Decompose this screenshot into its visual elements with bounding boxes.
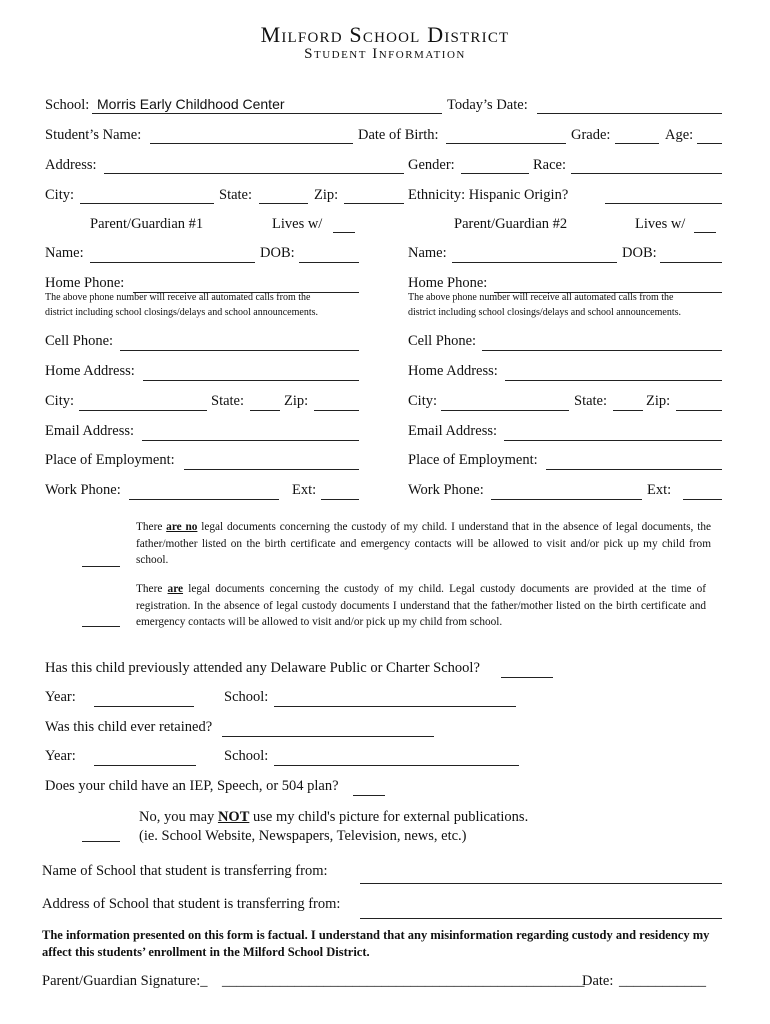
school-value: Morris Early Childhood Center	[97, 96, 285, 112]
g2-state-label: State:	[574, 393, 608, 409]
city-label: City:	[45, 187, 75, 203]
g1-employment-label: Place of Employment:	[45, 452, 175, 468]
retained-question: Was this child ever retained?	[45, 719, 213, 735]
g2-email-field[interactable]	[504, 440, 722, 441]
signature-date-field[interactable]: ____________	[619, 973, 706, 989]
retained-field[interactable]	[222, 736, 434, 737]
g2-state-field[interactable]	[613, 410, 643, 411]
race-label: Race:	[533, 157, 567, 173]
g1-zip-label: Zip:	[284, 393, 309, 409]
guardian1-lives-with-field[interactable]	[333, 232, 355, 233]
g1-city-field[interactable]	[79, 410, 207, 411]
age-field[interactable]	[697, 143, 722, 144]
g1-phone-note-line2: district including school closings/delays and school announcements.	[45, 307, 319, 318]
g2-home-address-field[interactable]	[505, 380, 722, 381]
retained-year-field[interactable]	[94, 765, 196, 766]
student-name-label: Student’s Name:	[45, 127, 142, 143]
g1-email-field[interactable]	[142, 440, 359, 441]
g2-work-phone-field[interactable]	[491, 499, 642, 500]
iep-field[interactable]	[353, 795, 385, 796]
g1-home-phone-label: Home Phone:	[45, 275, 125, 291]
g1-phone-note-line1: The above phone number will receive all automated calls from the	[45, 292, 311, 303]
g1-name-field[interactable]	[90, 262, 255, 263]
custody-option2-emphasis: are	[167, 583, 184, 595]
g2-dob-field[interactable]	[660, 262, 722, 263]
address-field[interactable]	[104, 173, 404, 174]
address-label: Address:	[45, 157, 97, 173]
zip-label: Zip:	[314, 187, 339, 203]
form-subtitle: Student Information	[304, 46, 466, 62]
iep-question: Does your child have an IEP, Speech, or 504 plan?	[45, 778, 339, 794]
attended-question: Has this child previously attended any Delaware Public or Charter School?	[45, 660, 480, 676]
custody-option1-checkline[interactable]	[82, 566, 120, 567]
attended-school-field[interactable]	[274, 706, 516, 707]
g1-state-field[interactable]	[250, 410, 280, 411]
retained-school-label: School:	[224, 748, 269, 764]
g2-employment-label: Place of Employment:	[408, 452, 538, 468]
photo-not-emphasis: NOT	[217, 809, 250, 825]
g1-dob-field[interactable]	[299, 262, 359, 263]
g2-ext-label: Ext:	[647, 482, 672, 498]
signature-label: Parent/Guardian Signature:_	[42, 973, 208, 989]
g2-name-field[interactable]	[452, 262, 617, 263]
signature-date-label: Date:	[582, 973, 614, 989]
attended-field[interactable]	[501, 677, 553, 678]
city-field[interactable]	[80, 203, 214, 204]
transfer-address-field[interactable]	[360, 918, 722, 919]
photo-optout-checkline[interactable]	[82, 841, 120, 842]
form-title: Milford School District	[260, 22, 510, 47]
g2-phone-note-line1: The above phone number will receive all automated calls from the	[408, 292, 674, 303]
g2-home-phone-label: Home Phone:	[408, 275, 488, 291]
g2-employment-field[interactable]	[546, 469, 722, 470]
attended-year-label: Year:	[45, 689, 76, 705]
guardian1-lives-with-label: Lives w/	[272, 216, 323, 232]
attended-year-field[interactable]	[94, 706, 194, 707]
retained-school-field[interactable]	[274, 765, 519, 766]
gender-label: Gender:	[408, 157, 455, 173]
custody-option1-text: There are no legal documents concerning the custody of my child. I understand that in the absence of legal documents, the father/mother listed on the birth certificate and emergency contacts will be allowed to visit and/or pick up my child from school.	[136, 521, 711, 566]
todays-date-field[interactable]	[537, 113, 722, 114]
photo-optout-line1: No, you may NOT use my child's picture for external publications.	[139, 809, 529, 825]
g1-ext-field[interactable]	[321, 499, 359, 500]
school-field[interactable]	[92, 113, 442, 114]
g1-work-phone-label: Work Phone:	[45, 482, 121, 498]
g2-city-label: City:	[408, 393, 438, 409]
school-label: School:	[45, 97, 90, 113]
grade-field[interactable]	[615, 143, 659, 144]
g2-city-field[interactable]	[441, 410, 569, 411]
custody-option1-emphasis: are no	[166, 521, 198, 533]
ethnicity-field[interactable]	[605, 203, 722, 204]
custody-option2-text: There are legal documents concerning the custody of my child. Legal custody documents are provided at the time of registration. In the absence of legal custody documents I understand that the father/mother listed on the birth certificate and emergency contacts will be allowed to visit and/or pick up my child from school.	[136, 583, 706, 628]
signature-field[interactable]: __________________________________________________	[222, 973, 585, 989]
gender-field[interactable]	[461, 173, 529, 174]
g2-email-label: Email Address:	[408, 423, 498, 439]
g2-cell-label: Cell Phone:	[408, 333, 477, 349]
g2-zip-field[interactable]	[676, 410, 722, 411]
g2-cell-field[interactable]	[482, 350, 722, 351]
guardian2-heading: Parent/Guardian #2	[454, 216, 568, 232]
transfer-name-field[interactable]	[360, 883, 722, 884]
g1-zip-field[interactable]	[314, 410, 359, 411]
certification-statement: The information presented on this form is factual. I understand that any misinformation regarding custody and residency my affect this students’ enrollment in the Milford School District.	[42, 928, 710, 959]
state-field[interactable]	[259, 203, 308, 204]
zip-field[interactable]	[344, 203, 404, 204]
g2-ext-field[interactable]	[683, 499, 722, 500]
g2-work-phone-label: Work Phone:	[408, 482, 484, 498]
g1-home-address-label: Home Address:	[45, 363, 135, 379]
student-name-field[interactable]	[150, 143, 353, 144]
attended-school-label: School:	[224, 689, 269, 705]
g2-zip-label: Zip:	[646, 393, 671, 409]
age-label: Age:	[665, 127, 694, 143]
g1-state-label: State:	[211, 393, 245, 409]
ethnicity-label: Ethnicity: Hispanic Origin?	[408, 187, 569, 203]
custody-option2-checkline[interactable]	[82, 626, 120, 627]
g2-name-label: Name:	[408, 245, 447, 261]
g1-cell-label: Cell Phone:	[45, 333, 114, 349]
g1-ext-label: Ext:	[292, 482, 317, 498]
g1-name-label: Name:	[45, 245, 84, 261]
photo-optout-line2: (ie. School Website, Newspapers, Television, news, etc.)	[139, 828, 467, 844]
g2-phone-note-line2: district including school closings/delays and school announcements.	[408, 307, 682, 318]
guardian2-lives-with-label: Lives w/	[635, 216, 686, 232]
todays-date-label: Today’s Date:	[447, 97, 528, 113]
guardian1-heading: Parent/Guardian #1	[90, 216, 204, 232]
g1-employment-field[interactable]	[184, 469, 359, 470]
g1-home-address-field[interactable]	[143, 380, 359, 381]
state-label: State:	[219, 187, 253, 203]
g1-cell-field[interactable]	[120, 350, 359, 351]
guardian2-lives-with-field[interactable]	[694, 232, 716, 233]
g1-dob-label: DOB:	[260, 245, 295, 261]
dob-label: Date of Birth:	[358, 127, 439, 143]
race-field[interactable]	[571, 173, 722, 174]
g2-home-address-label: Home Address:	[408, 363, 498, 379]
g2-dob-label: DOB:	[622, 245, 657, 261]
retained-year-label: Year:	[45, 748, 76, 764]
dob-field[interactable]	[446, 143, 566, 144]
transfer-name-label: Name of School that student is transferring from:	[42, 863, 328, 879]
transfer-address-label: Address of School that student is transferring from:	[42, 896, 341, 912]
g1-work-phone-field[interactable]	[129, 499, 279, 500]
g1-city-label: City:	[45, 393, 75, 409]
grade-label: Grade:	[571, 127, 611, 143]
g1-email-label: Email Address:	[45, 423, 135, 439]
